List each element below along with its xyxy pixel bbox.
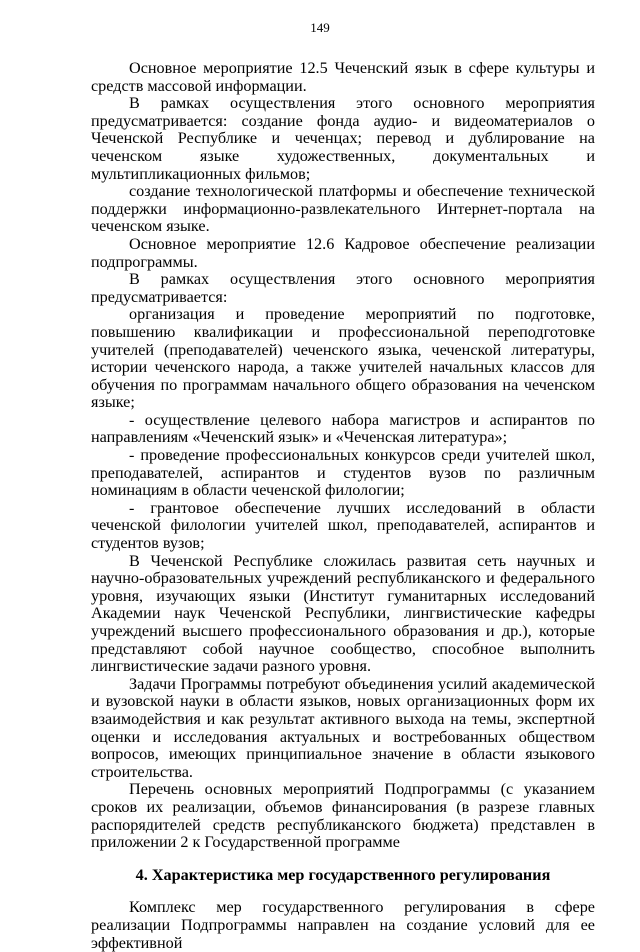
paragraph-research-network: В Чеченской Республике сложилась развитая сеть научных и научно-образовательных учреждений республиканского и федерального уровня, изучающих языки (Институт гуманитарных исследований Академии наук Чеченской Республики, лингвистические кафедры учреждений высшего профессионального образования и др.), которые представляют собой научное сообщество, способное выполнить лингвистические задачи разного уровня. [91,551,595,676]
paragraph-measure-12-5-scope: В рамках осуществления этого основного мероприятия предусматривается: создание фонда аудио- и видеоматериалов о Чеченской Республике и чеченцах; перевод и дублирование на чеченском языке художественных, документальных и мультипликационных фильмов; [91,94,595,183]
paragraph-measure-12-6: Основное мероприятие 12.6 Кадровое обеспечение реализации подпрограммы. [91,234,595,271]
paragraph-measure-12-5: Основное мероприятие 12.5 Чеченский язык в сфере культуры и средств массовой информации. [91,59,595,95]
list-item-targeted-enrollment: - осуществление целевого набора магистров и аспирантов по направлениям «Чеченский язык» и «Чеченская литература»; [91,410,595,447]
document-body [91,60,595,952]
paragraph-measure-12-6-scope: В рамках осуществления этого основного мероприятия предусматривается: [91,270,595,306]
list-item-grants: - грантовое обеспечение лучших исследований в области чеченской филологии учителей школ, преподавателей, аспирантов и студентов вузов; [91,498,595,553]
paragraph-measures-list: Перечень основных мероприятий Подпрограммы (с указанием сроков их реализации, объемов финансирования (в разрезе главных распорядителей средств республиканского бюджета) представлен в приложении 2 к Государственной программе [91,780,595,852]
paragraph-program-tasks: Задачи Программы потребуют объединения усилий академической и вузовской науки в области языков, новых организационных форм их взаимодействия и как результат активного выхода на темы, экспертной оценки и исследования актуальных и востребованных обществом вопросов, имеющих принципиальное значение в области языкового строительства. [91,674,595,781]
paragraph-training: организация и проведение мероприятий по подготовке, повышению квалификации и профессиональной переподготовке учителей (преподавателей) чеченского языка, чеченской литературы, истории чеченского народа, а также учителей начальных классов для обучения по программам начального общего образования на чеченском языке; [91,305,595,412]
list-item-competitions: - проведение профессиональных конкурсов среди учителей школ, преподавателей, аспирантов и студентов вузов по различным номинациям в области чеченской филологии; [91,446,595,500]
paragraph-tech-platform: создание технологической платформы и обеспечение технической поддержки информационно-развлекательного Интернет-портала на чеченском языке. [91,182,595,236]
paragraph-regulation: Комплекс мер государственного регулирования в сфере реализации Подпрограммы направлен на создание условий для ее эффективной [91,898,595,952]
page-number: 149 [310,20,330,35]
section-heading: 4. Характеристика мер государственного регулирования [135,865,551,884]
